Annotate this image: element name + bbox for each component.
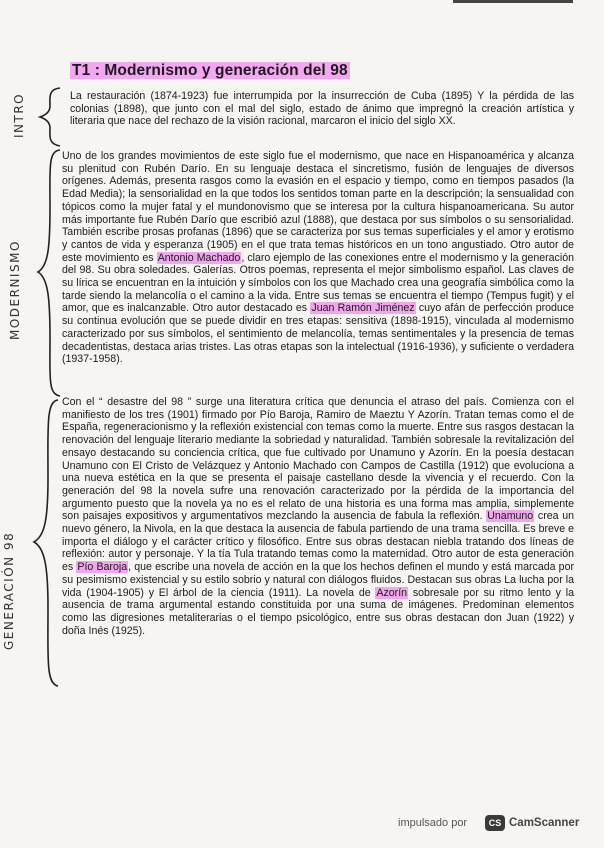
- highlight-unamuno: Unamuno: [487, 510, 534, 523]
- modernismo-paragraph: [62, 150, 574, 366]
- modernismo-text-2: , claro ejemplo de las conexiones entre el modernismo y la generación del 98. Su obra soledades. Galerías. Otros poemas, representa el mejor simbolismo español. Las claves de su lírica se encuentran en la intuición y símbolos con los que Machado crea una geografía simbólica como la tarde siendo la melancolía o el camino a la vida. Entre sus temas se encuentra el tiempo (Tempus fugit) y el amor, que es inalcanzable. Otro autor destacado es: [62, 251, 574, 315]
- page-title: T1 : Modernismo y generación del 98: [72, 62, 348, 79]
- generacion-text-1: Con el “ desastre del 98 ” surge una literatura crítica que denuncia el atraso del país. Comienza con el manifiesto de los tres (1901) firmado por Pío Baroja, Ramiro de Maeztu Y Azorín. Tratan temas como el de España, regeneracionismo y la reflexión existencial con temas como la muerte. Entre sus rasgos destacan la renovación del lenguaje literario mediante la sobriedad y naturalidad. También sobresale la revitalización del ensayo destacando su conciencia crítica, que fue cultivado por Unamuno y Azorín. En la poesía destacan Unamuno con El Cristo de Velázquez y Antonio Machado con Campos de Castilla (1912) que evoluciona a una nueva estética en la que se presenta el paisaje castellano desde la vivencia y el recuerdo. Con la generación del 98 la novela sufre una renovación caracterizado por la pérdida de la importancia del argumento puesto que la novela ya no es el relato de una historia es una forma mas amplia, simplemente son paisajes expositivos y argumentativos mezclando la ausencia de fabula la reflexión.: [62, 396, 574, 523]
- highlight-azorin: Azorín: [376, 586, 408, 599]
- generacion-text-3: , que escribe una novela de acción en la que los hechos definen el mundo y está marcada por su pesimismo existencial y su estilo sobrio y natural con diálogos fluidos. Destacan sus obras La lucha por la vida (1904-1905) y El árbol de la ciencia (1911). La novela de: [62, 561, 574, 599]
- generacion-paragraph: [62, 396, 574, 637]
- scan-edge-mark: [453, 0, 573, 3]
- modernismo-bracket: [34, 148, 64, 398]
- intro-paragraph: La restauración (1874-1923) fue interrumpida por la insurrección de Cuba (1895) Y la pérdida de las colonias (1898), que junto con el mal del siglo, estado de ánimo que impregnó la creación artística y literaria que nace del rechazo de la visión racional, marcaron el inicio del siglo XX.: [70, 90, 574, 128]
- highlight-antonio-machado: Antonio Machado: [157, 251, 241, 264]
- side-label-modernismo: MODERNISMO: [8, 240, 22, 340]
- modernismo-text-1: Uno de los grandes movimientos de este siglo fue el modernismo, que nace en Hispanoamérica y alcanza su plenitud con Rubén Darío. En su lenguaje destaca el sincretismo, fusión de lenguajes de diversos orígenes. Además, presenta rasgos como la evasión en el espacio y tiempo, como en tiempos pasados (la Edad Media); la sensorialidad en la que todos los sentidos toman parte en la descripción; la sensualidad con tópicos como la mujer fatal y el mundonovismo que se interesa por la cultura hispanoamericana. Su autor más importante fue Rubén Darío que escribió azul (1888), que destaca por sus símbolos o su sensorialidad. También escribe prosas profanas (1896) que se caracteriza por sus temas superficiales y el amor y erotismo y cantos de vida y esperanza (1905) en el que trata temas históricos en un tono angustiado. Otro autor de este movimiento es: [62, 150, 574, 264]
- intro-bracket: [36, 86, 64, 148]
- generacion-text-2: crea un nuevo género, la Nivola, en la que destaca la ausencia de fabula partiendo de una trama sencilla. Es breve e importa el diálogo y el carácter crítico y filosófico. Entre sus obras destacan niebla tratando dos líneas de reflexión: autor y personaje. Y la tía Tula tratando temas como la maternidad. Otro autor de esta generación es: [62, 510, 574, 574]
- highlight-juan-ramon-jimenez: Juan Ramón Jiménez: [311, 302, 415, 315]
- highlight-pio-baroja: Pío Baroja: [77, 561, 128, 574]
- generacion-bracket: [30, 398, 62, 688]
- side-label-intro: INTRO: [12, 92, 26, 138]
- camscanner-brand: CamScanner: [509, 817, 580, 829]
- camscanner-logo-icon: CS: [485, 815, 505, 831]
- side-label-generacion: GENERACIÓN 98: [2, 531, 16, 650]
- generacion-text-4: sobresale por su ritmo lento y la ausencia de trama argumental estando constituida por una suma de imágenes. Predominan elementos como las digresiones metaliterarias o el tiempo psicológico, entre sus obras destacan don Juan (1922) y doña Inés (1925).: [62, 586, 575, 637]
- powered-by-text: impulsado por: [398, 817, 468, 829]
- modernismo-text-3: cuyo afán de perfección produce su continua evolución que se puede dividir en tres etapas: sensitiva (1898-1915), vinculada al modernismo caracterizado por sus símbolos, el sentimiento de melancolía, temas sentimentales y la presencia de temas decadentistas, destaca arias tristes. Las otras etapas son la intelectual (1916-1936), y suficiente o verdadera (1937-1958).: [62, 302, 574, 366]
